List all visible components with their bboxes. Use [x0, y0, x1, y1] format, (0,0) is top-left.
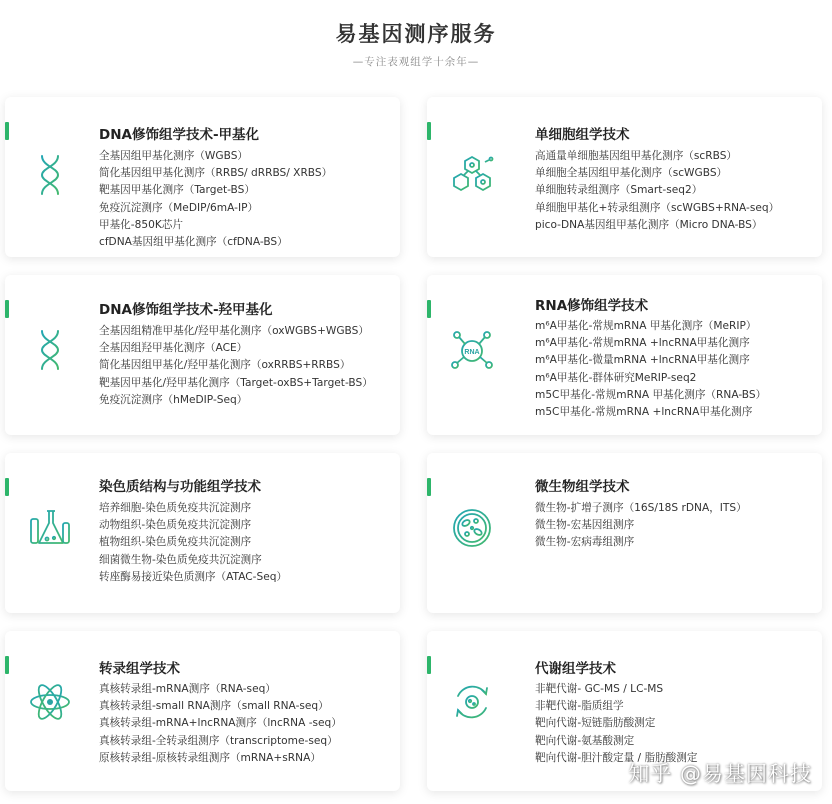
service-item: 全基因组甲基化测序（WGBS）	[99, 150, 249, 162]
molecule-network-icon	[449, 152, 495, 198]
service-card-chromatin[interactable]	[5, 453, 400, 613]
service-item: pico-DNA基因组甲基化测序（Micro DNA-BS）	[535, 218, 763, 231]
service-list	[99, 323, 373, 409]
card-accent-bar	[427, 300, 431, 318]
service-card-microbiome[interactable]	[427, 453, 822, 613]
service-item: 真核转录组-全转录组测序（transcriptome-seq）	[99, 734, 338, 747]
service-item: 免疫沉淀测序（hMeDIP-Seq）	[99, 393, 248, 406]
card-title: 微生物组学技术	[535, 479, 630, 495]
service-card-transcriptome[interactable]	[5, 631, 400, 791]
service-item: m⁶A甲基化-常规mRNA +lncRNA甲基化测序	[535, 337, 750, 350]
card-accent-bar	[5, 478, 9, 496]
card-title: 单细胞组学技术	[535, 127, 630, 143]
service-item: m⁶A甲基化-常规mRNA 甲基化测序（MeRIP）	[535, 320, 757, 332]
service-item: m⁶A甲基化-群体研究MeRIP-seq2	[535, 371, 697, 384]
service-card-rna-modification[interactable]	[427, 275, 822, 435]
service-item: 培养细胞-染色质免疫共沉淀测序	[99, 502, 252, 514]
page-subtitle: —专注表观组学十余年—	[352, 56, 480, 68]
service-item: 单细胞转录组测序（Smart-seq2）	[535, 184, 703, 197]
card-title: 转录组学技术	[99, 661, 180, 677]
service-item: 植物组织-染色质免疫共沉淀测序	[99, 536, 252, 549]
lab-flask-icon	[27, 505, 73, 551]
rna-icon-label: RNA	[464, 349, 480, 356]
service-item: 非靶代谢- GC-MS / LC-MS	[535, 683, 664, 695]
card-accent-bar	[427, 122, 431, 140]
service-item: m5C甲基化-常规mRNA +lncRNA甲基化测序	[535, 406, 753, 419]
microbe-dish-icon	[449, 505, 495, 551]
service-item: 细菌微生物-染色质免疫共沉淀测序	[99, 553, 262, 566]
card-title: DNA修饰组学技术-羟甲基化	[99, 302, 273, 318]
service-item: 全基因组羟甲基化测序（ACE）	[99, 342, 248, 355]
service-item: 单细胞全基因组甲基化测序（scWGBS）	[535, 167, 728, 180]
service-item: 靶向代谢-胆汁酸定量 / 脂肪酸测定	[535, 751, 698, 764]
service-item: 微生物-宏病毒组测序	[535, 536, 635, 549]
atom-icon	[27, 679, 73, 725]
service-item: 转座酶易接近染色质测序（ATAC-Seq）	[99, 570, 288, 583]
watermark: 知乎 @易基因科技	[628, 762, 812, 786]
card-title: RNA修饰组学技术	[535, 298, 649, 314]
card-title: 染色质结构与功能组学技术	[99, 479, 261, 495]
page-title: 易基因测序服务	[335, 22, 497, 46]
service-item: 非靶代谢-脂质组学	[535, 700, 624, 713]
service-item: 简化基因组甲基化/羟甲基化测序（oxRRBS+RRBS）	[99, 359, 351, 372]
dna-helix-icon	[27, 152, 73, 198]
card-title: 代谢组学技术	[535, 661, 616, 677]
service-list	[99, 500, 287, 586]
service-item: 靶基因甲基化/羟甲基化测序（Target-oxBS+Target-BS）	[99, 376, 373, 389]
service-item: 真核转录组-mRNA测序（RNA-seq）	[99, 683, 276, 695]
card-accent-bar	[5, 656, 9, 674]
service-item: 简化基因组甲基化测序（RRBS/ dRRBS/ XRBS）	[99, 167, 333, 180]
service-list	[535, 681, 697, 767]
metabolism-cycle-icon	[449, 679, 495, 725]
service-item: 真核转录组-mRNA+lncRNA测序（lncRNA -seq）	[99, 717, 342, 730]
service-item: 靶向代谢-短链脂肪酸测定	[535, 717, 656, 730]
service-list	[99, 681, 342, 767]
service-item: 动物组织-染色质免疫共沉淀测序	[99, 519, 252, 532]
service-card-dna-hydroxymethylation[interactable]	[5, 275, 400, 435]
card-accent-bar	[427, 656, 431, 674]
card-accent-bar	[427, 478, 431, 496]
rna-network-icon	[449, 327, 495, 373]
service-item: 全基因组精准甲基化/羟甲基化测序（oxWGBS+WGBS）	[99, 325, 369, 337]
service-item: 微生物-宏基因组测序	[535, 519, 635, 532]
service-item: cfDNA基因组甲基化测序（cfDNA-BS）	[99, 236, 288, 249]
service-item: 免疫沉淀测序（MeDIP/6mA-IP）	[99, 201, 259, 214]
service-card-dna-methylation[interactable]	[5, 97, 400, 257]
service-item: 微生物-扩增子测序（16S/18S rDNA，ITS）	[535, 502, 747, 514]
service-item: 真核转录组-small RNA测序（small RNA-seq）	[99, 700, 329, 713]
service-item: 靶向代谢-氨基酸测定	[535, 734, 635, 747]
service-item: m⁶A甲基化-微量mRNA +lncRNA甲基化测序	[535, 354, 750, 367]
service-item: 靶基因甲基化测序（Target-BS）	[99, 184, 255, 197]
card-accent-bar	[5, 300, 9, 318]
service-item: m5C甲基化-常规mRNA 甲基化测序（RNA-BS）	[535, 388, 767, 401]
card-accent-bar	[5, 122, 9, 140]
dna-helix-icon	[27, 327, 73, 373]
service-list	[535, 148, 779, 234]
service-item: 甲基化-850K芯片	[99, 218, 183, 231]
service-list	[99, 148, 332, 251]
service-list	[535, 500, 747, 552]
service-item: 原核转录组-原核转录组测序（mRNA+sRNA）	[99, 751, 321, 764]
card-title: DNA修饰组学技术-甲基化	[99, 127, 260, 143]
service-item: 高通量单细胞基因组甲基化测序（scRBS）	[535, 150, 738, 162]
service-card-single-cell[interactable]	[427, 97, 822, 257]
service-item: 单细胞甲基化+转录组测序（scWGBS+RNA-seq）	[535, 201, 780, 214]
service-list	[535, 318, 766, 421]
